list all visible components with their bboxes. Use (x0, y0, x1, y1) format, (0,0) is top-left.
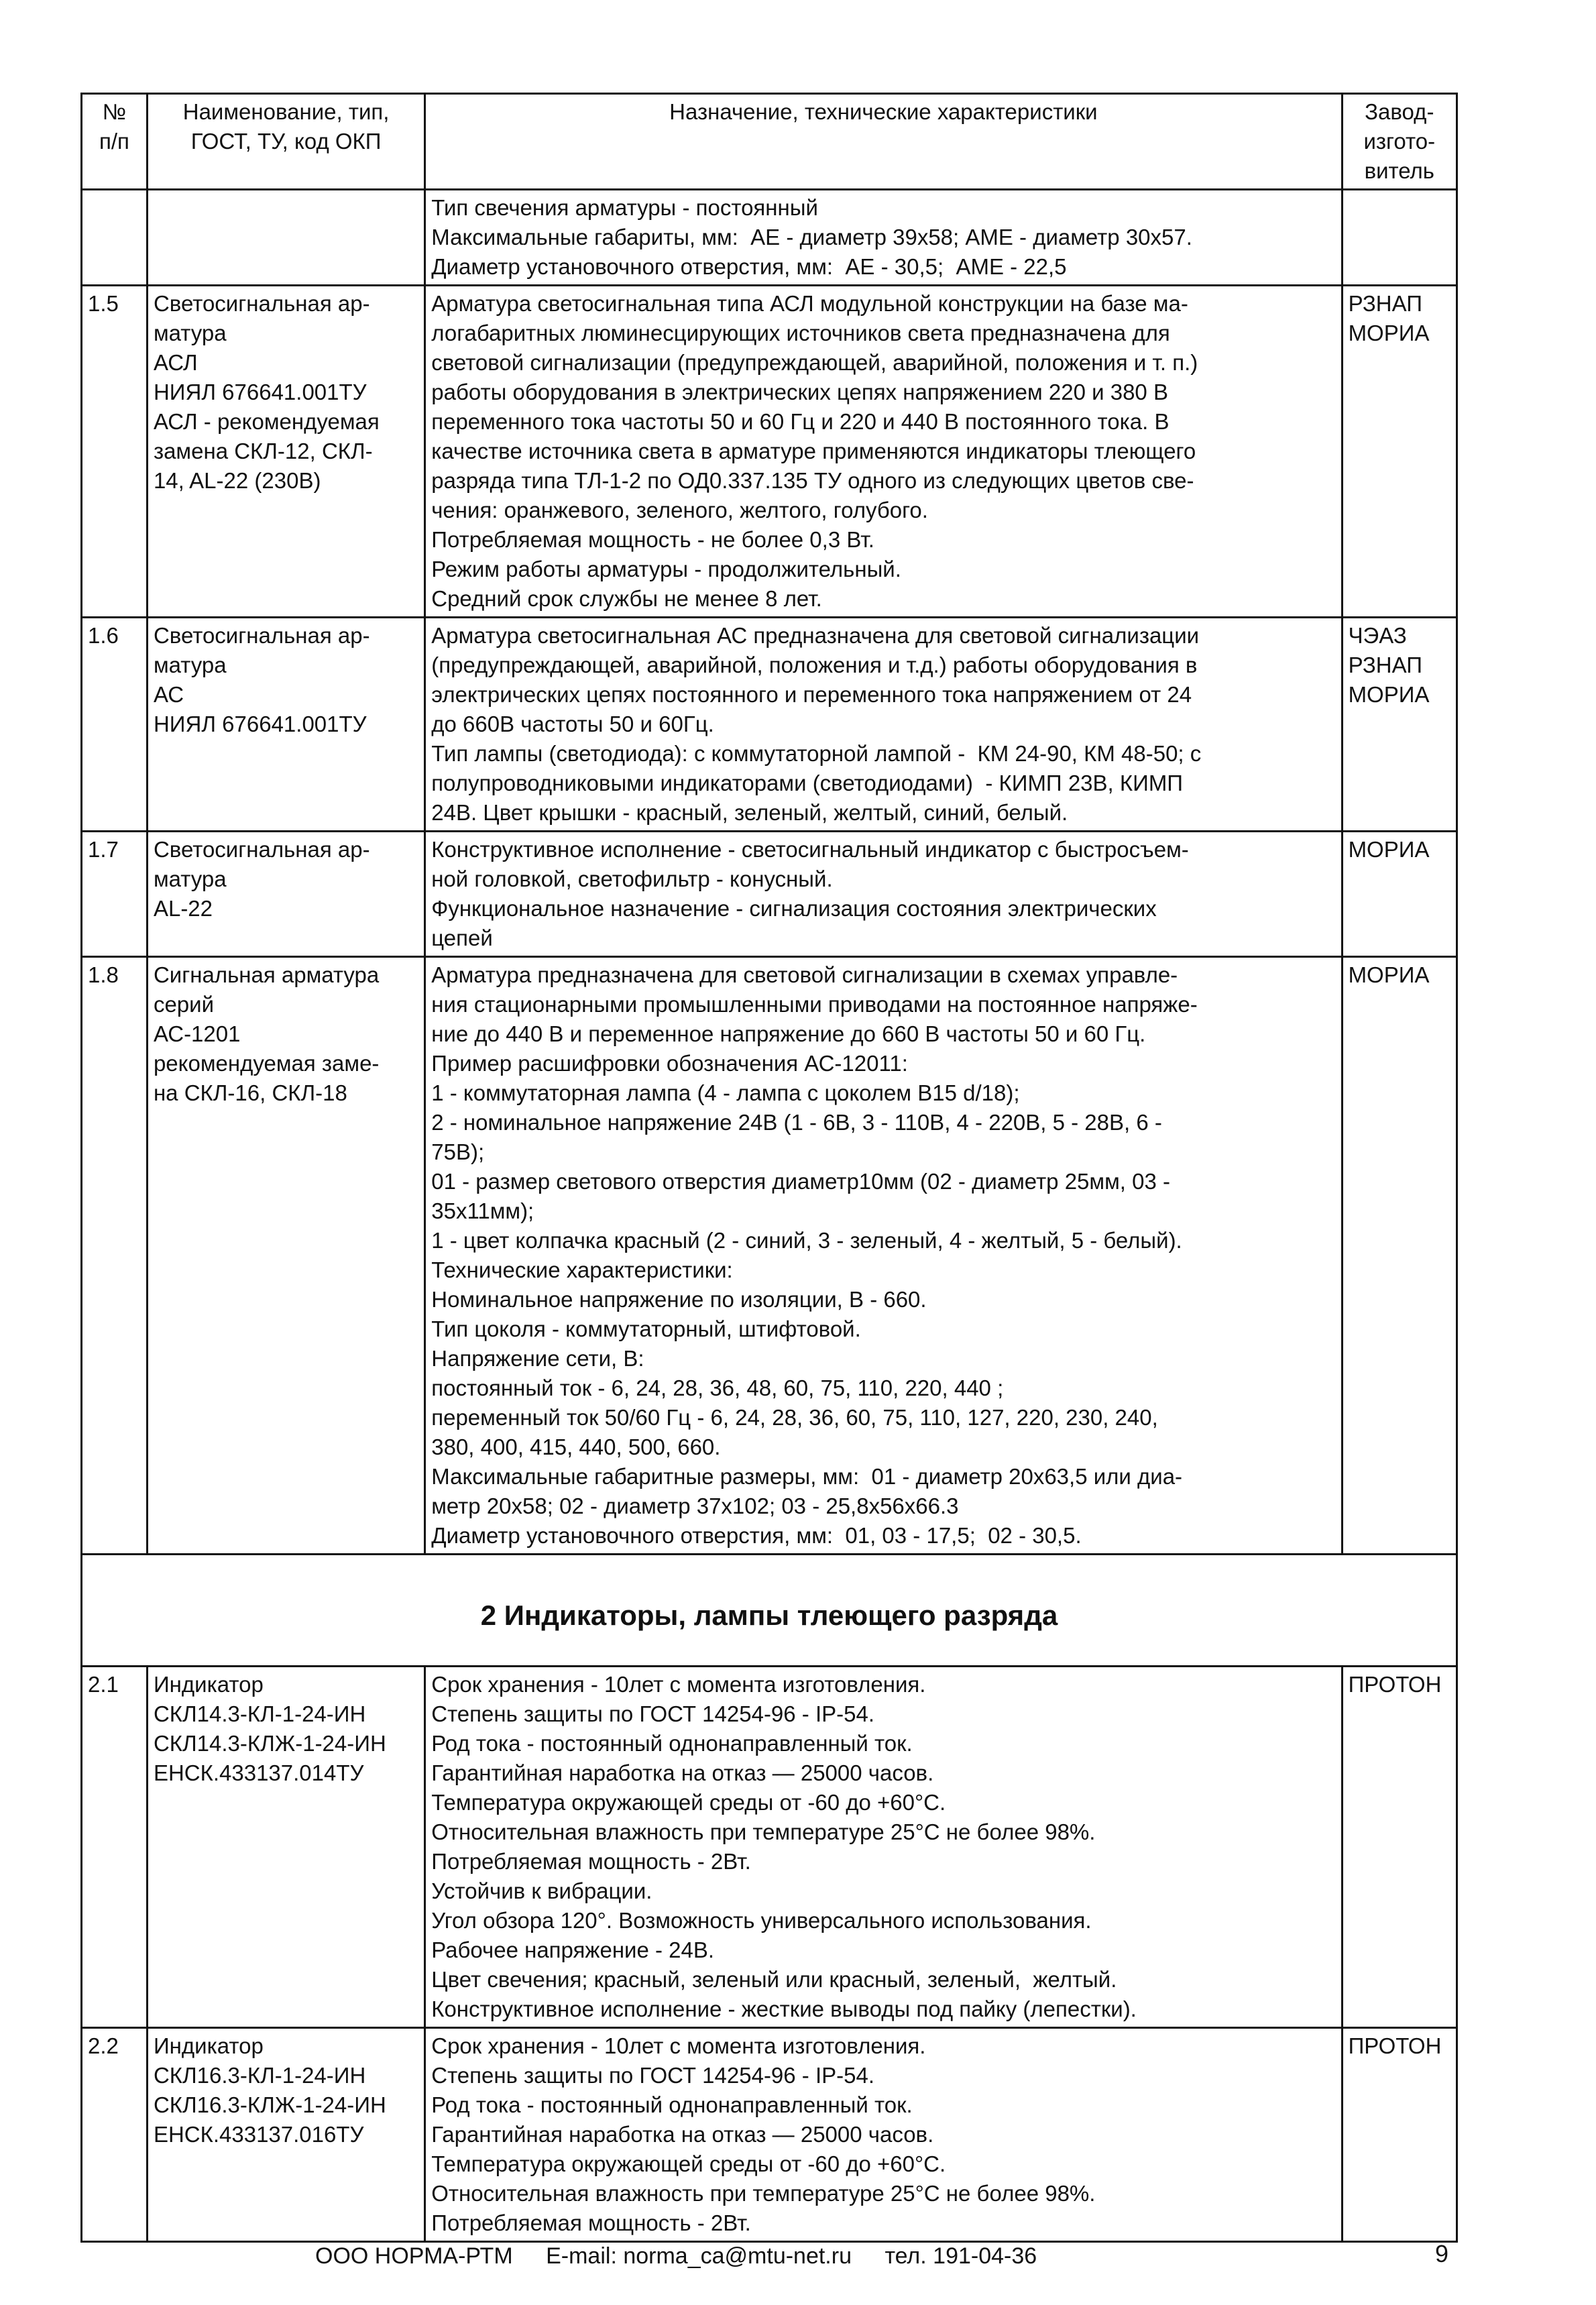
cell-name-line: Сигнальная арматура (153, 962, 380, 987)
cell-description-line: Рабочее напряжение - 24В. (431, 1937, 715, 1962)
table-row (82, 832, 1457, 957)
cell-name-line: замена СКЛ-12, СКЛ- (153, 439, 373, 463)
section-heading-row (82, 1555, 1457, 1667)
cell-num: 1.8 (82, 957, 148, 1555)
cell-description-line: Тип лампы (светодиода): с коммутаторной лампой - КМ 24-90, КМ 48-50; с (431, 741, 1202, 766)
cell-description (425, 286, 1342, 618)
cell-manufacturer-line: ПРОТОН (1348, 2033, 1442, 2058)
cell-description-line: Степень защиты по ГОСТ 14254-96 - IP-54. (431, 2063, 875, 2088)
cell-description-line: Диаметр установочного отверстия, мм: АЕ - 30,5; АМЕ - 22,5 (431, 254, 1067, 279)
cell-description-line: разряда типа ТЛ-1-2 по ОД0.337.135 ТУ одного из следующих цветов све- (431, 468, 1194, 493)
cell-manufacturer-line: РЗНАП (1348, 291, 1422, 316)
page-number: 9 (1435, 2240, 1449, 2267)
cell-description-line: 1 - цвет колпачка красный (2 - синий, 3 - зеленый, 4 - желтый, 5 - белый). (431, 1228, 1182, 1253)
cell-name (147, 832, 424, 957)
cell-description-line: Пример расшифровки обозначения АС-12011: (431, 1051, 908, 1076)
cell-description-line: Род тока - постоянный однонаправленный ток. (431, 1731, 913, 1756)
cell-description-line: Максимальные габаритные размеры, мм: 01 - диаметр 20х63,5 или диа- (431, 1464, 1183, 1489)
section-2-rows (82, 1667, 1457, 2242)
cell-name-line: рекомендуемая заме- (153, 1051, 380, 1076)
cell-name-line: Индикатор (153, 2033, 264, 2058)
cell-description-line: Режим работы арматуры - продолжительный. (431, 557, 901, 581)
table-row (82, 190, 1457, 286)
header-num: № п/п (82, 94, 148, 190)
cell-description-line: 01 - размер светового отверстия диаметр10мм (02 - диаметр 25мм, 03 - (431, 1169, 1170, 1194)
cell-name (147, 957, 424, 1555)
header-desc: Назначение, технические характеристики (425, 94, 1342, 190)
cell-description-line: Температура окружающей среды от -60 до +60°С. (431, 2151, 946, 2176)
cell-description-line: Технические характеристики: (431, 1257, 733, 1282)
cell-name-line: 14, AL-22 (230В) (153, 468, 321, 493)
cell-name-line: Светосигнальная ар- (153, 623, 370, 648)
cell-manufacturer-line: РЗНАП (1348, 653, 1422, 677)
cell-description-line: Функциональное назначение - сигнализация состояния электрических (431, 896, 1157, 921)
cell-description (425, 957, 1342, 1555)
cell-description-line: переменный ток 50/60 Гц - 6, 24, 28, 36, 60, 75, 110, 127, 220, 230, 240, (431, 1405, 1158, 1430)
cell-description-line: световой сигнализации (предупреждающей, аварийной, положения и т. п.) (431, 350, 1198, 375)
spec-table-sheet (80, 93, 1458, 2243)
cell-manufacturer-line: МОРИА (1348, 321, 1430, 345)
cell-description-line: Температура окружающей среды от -60 до +60°С. (431, 1790, 946, 1815)
cell-description-line: постоянный ток - 6, 24, 28, 36, 48, 60, 75, 110, 220, 440 ; (431, 1375, 1004, 1400)
cell-description (425, 190, 1342, 286)
cell-num (82, 190, 148, 286)
cell-description-line: до 660В частоты 50 и 60Гц. (431, 712, 714, 736)
cell-manufacturer-line: ПРОТОН (1348, 1672, 1442, 1697)
cell-description-line: Тип цоколя - коммутаторный, штифтовой. (431, 1316, 861, 1341)
cell-description-line: 380, 400, 415, 440, 500, 660. (431, 1435, 721, 1459)
cell-name-line: НИЯЛ 676641.001ТУ (153, 380, 367, 404)
cell-description-line: Напряжение сети, В: (431, 1346, 644, 1371)
cell-num: 1.5 (82, 286, 148, 618)
cell-name-line: ЕНСК.433137.016ТУ (153, 2122, 364, 2147)
cell-description-line: Срок хранения - 10лет с момента изготовления. (431, 1672, 926, 1697)
cell-num: 2.1 (82, 1667, 148, 2028)
cell-manufacturer-line: МОРИА (1348, 962, 1430, 987)
cell-description-line: Устойчив к вибрации. (431, 1878, 652, 1903)
cell-name-line: НИЯЛ 676641.001ТУ (153, 712, 367, 736)
cell-description-line: Угол обзора 120°. Возможность универсального использования. (431, 1908, 1092, 1933)
cell-description-line: 35х11мм); (431, 1198, 534, 1223)
cell-description-line: 2 - номинальное напряжение 24В (1 - 6В, 3 - 110В, 4 - 220В, 5 - 28В, 6 - (431, 1110, 1162, 1135)
cell-description-line: метр 20х58; 02 - диаметр 37х102; 03 - 25,8х56х66.3 (431, 1494, 959, 1518)
cell-description-line: качестве источника света в арматуре применяются индикаторы тлеющего (431, 439, 1196, 463)
cell-name-line: СКЛ16.3-КЛЖ-1-24-ИН (153, 2092, 386, 2117)
cell-num: 2.2 (82, 2028, 148, 2242)
cell-name (147, 2028, 424, 2242)
cell-manufacturer (1342, 2028, 1457, 2242)
cell-name-line: на СКЛ-16, СКЛ-18 (153, 1080, 347, 1105)
cell-description-line: ной головкой, светофильтр - конусный. (431, 866, 833, 891)
cell-description-line: Род тока - постоянный однонаправленный ток. (431, 2092, 913, 2117)
cell-name-line: СКЛ16.3-КЛ-1-24-ИН (153, 2063, 366, 2088)
cell-description-line: Максимальные габариты, мм: АЕ - диаметр 39х58; АМЕ - диаметр 30х57. (431, 225, 1192, 249)
table-row (82, 618, 1457, 832)
cell-name-line: Светосигнальная ар- (153, 837, 370, 862)
section-1-rows (82, 190, 1457, 1555)
cell-description-line: ния стационарными промышленными приводами на постоянное напряже- (431, 992, 1198, 1017)
cell-name-line: АСЛ - рекомендуемая (153, 409, 380, 434)
cell-manufacturer (1342, 1667, 1457, 2028)
cell-name-line: АС (153, 682, 184, 707)
cell-description-line: 1 - коммутаторная лампа (4 - лампа с цоколем В15 d/18); (431, 1080, 1020, 1105)
cell-description-line: Арматура предназначена для световой сигнализации в схемах управле- (431, 962, 1178, 987)
cell-name-line: АС-1201 (153, 1021, 241, 1046)
cell-name-line: СКЛ14.3-КЛ-1-24-ИН (153, 1701, 366, 1726)
cell-description-line: полупроводниковыми индикаторами (светодиодами) - КИМП 23В, КИМП (431, 771, 1184, 795)
cell-description (425, 618, 1342, 832)
section-title: 2 Индикаторы, лампы тлеющего разряда (82, 1555, 1457, 1667)
cell-name (147, 618, 424, 832)
cell-manufacturer (1342, 190, 1457, 286)
cell-description-line: Гарантийная наработка на отказ — 25000 часов. (431, 1760, 934, 1785)
cell-description-line: Срок хранения - 10лет с момента изготовления. (431, 2033, 926, 2058)
cell-name-line: матура (153, 653, 227, 677)
header-name: Наименование, тип, ГОСТ, ТУ, код ОКП (147, 94, 424, 190)
cell-description-line: цепей (431, 925, 493, 950)
cell-description-line: Арматура светосигнальная АС предназначена для световой сигнализации (431, 623, 1200, 648)
cell-manufacturer (1342, 286, 1457, 618)
page-footer (315, 2243, 1455, 2269)
cell-description-line: 75В); (431, 1139, 485, 1164)
cell-description-line: чения: оранжевого, зеленого, желтого, голубого. (431, 498, 928, 522)
cell-name-line: серий (153, 992, 215, 1017)
cell-num: 1.6 (82, 618, 148, 832)
cell-description-line: Потребляемая мощность - 2Вт. (431, 1849, 751, 1874)
footer-phone: тел. 191-04-36 (885, 2243, 1037, 2269)
cell-description (425, 1667, 1342, 2028)
table-row (82, 957, 1457, 1555)
cell-name-line: Светосигнальная ар- (153, 291, 370, 316)
cell-description-line: Диаметр установочного отверстия, мм: 01, 03 - 17,5; 02 - 30,5. (431, 1523, 1082, 1548)
cell-description-line: Потребляемая мощность - не более 0,3 Вт. (431, 527, 874, 552)
footer-company: ООО НОРМА-РТМ (315, 2243, 513, 2269)
footer-email: E-mail: norma_ca@mtu-net.ru (546, 2243, 852, 2269)
cell-name (147, 286, 424, 618)
cell-description-line: Арматура светосигнальная типа АСЛ модульной конструкции на базе ма- (431, 291, 1188, 316)
cell-description-line: Цвет свечения; красный, зеленый или красный, зеленый, желтый. (431, 1967, 1117, 1992)
cell-name-line: матура (153, 866, 227, 891)
cell-description-line: 24В. Цвет крышки - красный, зеленый, желтый, синий, белый. (431, 800, 1068, 825)
cell-description-line: Конструктивное исполнение - светосигнальный индикатор с быстросъем- (431, 837, 1189, 862)
cell-manufacturer (1342, 832, 1457, 957)
cell-manufacturer-line: МОРИА (1348, 682, 1430, 707)
cell-description-line: логабаритных люминесцирующих источников света предназначена для (431, 321, 1170, 345)
cell-manufacturer-line: МОРИА (1348, 837, 1430, 862)
cell-name (147, 1667, 424, 2028)
cell-description-line: Степень защиты по ГОСТ 14254-96 - IP-54. (431, 1701, 875, 1726)
cell-description-line: ние до 440 В и переменное напряжение до 660 В частоты 50 и 60 Гц. (431, 1021, 1146, 1046)
cell-name (147, 190, 424, 286)
cell-name-line: ЕНСК.433137.014ТУ (153, 1760, 364, 1785)
cell-description-line: Гарантийная наработка на отказ — 25000 часов. (431, 2122, 934, 2147)
cell-description-line: электрических цепях постоянного и переменного тока напряжением от 24 (431, 682, 1192, 707)
cell-description-line: Конструктивное исполнение - жесткие выводы под пайку (лепестки). (431, 1997, 1137, 2021)
cell-description-line: работы оборудования в электрических цепях напряжением 220 и 380 В (431, 380, 1168, 404)
table-row (82, 286, 1457, 618)
cell-name-line: AL-22 (153, 896, 213, 921)
cell-description-line: Тип свечения арматуры - постоянный (431, 195, 818, 220)
table-row (82, 1667, 1457, 2028)
cell-manufacturer (1342, 957, 1457, 1555)
cell-name-line: АСЛ (153, 350, 198, 375)
cell-description-line: переменного тока частоты 50 и 60 Гц и 220 и 440 В постоянного тока. В (431, 409, 1170, 434)
cell-name-line: СКЛ14.3-КЛЖ-1-24-ИН (153, 1731, 386, 1756)
cell-manufacturer-line: ЧЭАЗ (1348, 623, 1407, 648)
table-header-row (82, 94, 1457, 190)
spec-table (80, 93, 1458, 2243)
cell-description-line: Средний срок службы не менее 8 лет. (431, 586, 822, 611)
cell-description (425, 832, 1342, 957)
cell-num: 1.7 (82, 832, 148, 957)
cell-description (425, 2028, 1342, 2242)
cell-description-line: Относительная влажность при температуре 25°С не более 98%. (431, 1819, 1096, 1844)
cell-description-line: (предупреждающей, аварийной, положения и т.д.) работы оборудования в (431, 653, 1198, 677)
cell-manufacturer (1342, 618, 1457, 832)
cell-name-line: Индикатор (153, 1672, 264, 1697)
cell-name-line: матура (153, 321, 227, 345)
table-row (82, 2028, 1457, 2242)
cell-description-line: Номинальное напряжение по изоляции, В - 660. (431, 1287, 927, 1312)
cell-description-line: Потребляемая мощность - 2Вт. (431, 2210, 751, 2235)
header-manufacturer: Завод- изгото- витель (1342, 94, 1457, 190)
cell-description-line: Относительная влажность при температуре 25°С не более 98%. (431, 2181, 1096, 2206)
